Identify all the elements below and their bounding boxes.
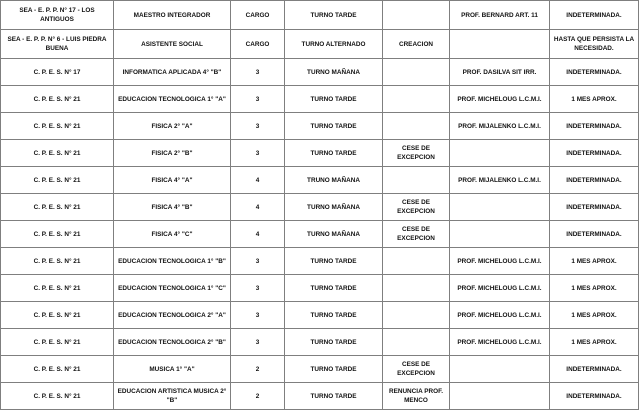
subject-cell: FISICA 2° "A" [114, 113, 231, 140]
reason-cell: CESE DE EXCEPCION [383, 140, 450, 167]
reason-cell [383, 302, 450, 329]
reason-cell: CESE DE EXCEPCION [383, 194, 450, 221]
school-cell: C. P. E. S. N° 21 [1, 275, 114, 302]
hours-cell: CARGO [231, 30, 285, 59]
duration-cell: INDETERMINADA. [550, 194, 639, 221]
shift-cell: TURNO TARDE [285, 140, 383, 167]
table-row [1, 59, 639, 86]
hours-cell: 3 [231, 275, 285, 302]
reason-cell: CESE DE EXCEPCION [383, 356, 450, 383]
duration-cell: 1 MES APROX. [550, 86, 639, 113]
teacher-cell: PROF. MICHELOUG L.C.M.I. [450, 275, 550, 302]
table-row [1, 356, 639, 383]
duration-cell: 1 MES APROX. [550, 302, 639, 329]
shift-cell: TURNO TARDE [285, 302, 383, 329]
subject-cell: FISICA 4° "B" [114, 194, 231, 221]
hours-cell: 3 [231, 329, 285, 356]
teacher-cell: PROF. MICHELOUG L.C.M.I. [450, 329, 550, 356]
teacher-cell: PROF. MIJALENKO L.C.M.I. [450, 113, 550, 140]
duration-cell: INDETERMINADA. [550, 59, 639, 86]
subject-cell: MUSICA 1° "A" [114, 356, 231, 383]
hours-cell: 4 [231, 167, 285, 194]
shift-cell: TURNO ALTERNADO [285, 30, 383, 59]
school-cell: C. P. E. S. N° 21 [1, 383, 114, 410]
reason-cell [383, 329, 450, 356]
table-row [1, 329, 639, 356]
reason-cell [383, 113, 450, 140]
hours-cell: 3 [231, 248, 285, 275]
shift-cell: TURNO MAÑANA [285, 194, 383, 221]
school-cell: C. P. E. S. N° 21 [1, 113, 114, 140]
school-cell: C. P. E. S. N° 21 [1, 140, 114, 167]
reason-cell [383, 167, 450, 194]
school-cell: C. P. E. S. N° 21 [1, 248, 114, 275]
table-row [1, 167, 639, 194]
table-row [1, 221, 639, 248]
hours-cell: 2 [231, 356, 285, 383]
subject-cell: EDUCACION ARTISTICA MUSICA 2° "B" [114, 383, 231, 410]
subject-cell: INFORMATICA APLICADA 4° "B" [114, 59, 231, 86]
teacher-cell [450, 383, 550, 410]
subject-cell: EDUCACION TECNOLOGICA 1° "B" [114, 248, 231, 275]
shift-cell: TURNO MAÑANA [285, 221, 383, 248]
table-row [1, 194, 639, 221]
table-row [1, 86, 639, 113]
hours-cell: 3 [231, 113, 285, 140]
teacher-cell: PROF. DASILVA SIT IRR. [450, 59, 550, 86]
hours-cell: 2 [231, 383, 285, 410]
hours-cell: 3 [231, 86, 285, 113]
hours-cell: 4 [231, 221, 285, 248]
subject-cell: FISICA 2° "B" [114, 140, 231, 167]
table-row [1, 275, 639, 302]
table-row [1, 248, 639, 275]
reason-cell [383, 86, 450, 113]
school-cell: C. P. E. S. N° 17 [1, 59, 114, 86]
subject-cell: FISICA 4° "A" [114, 167, 231, 194]
teacher-cell [450, 221, 550, 248]
table-row [1, 113, 639, 140]
reason-cell [383, 248, 450, 275]
duration-cell: INDETERMINADA. [550, 113, 639, 140]
reason-cell [383, 275, 450, 302]
school-cell: C. P. E. S. N° 21 [1, 167, 114, 194]
teacher-cell: PROF. MIJALENKO L.C.M.I. [450, 167, 550, 194]
teacher-cell: PROF. MICHELOUG L.C.M.I. [450, 248, 550, 275]
shift-cell: TURNO TARDE [285, 329, 383, 356]
shift-cell: TRUNO MAÑANA [285, 167, 383, 194]
school-cell: C. P. E. S. N° 21 [1, 221, 114, 248]
duration-cell: 1 MES APROX. [550, 275, 639, 302]
teacher-cell: PROF. BERNARD ART. 11 [450, 1, 550, 30]
reason-cell [383, 1, 450, 30]
school-cell: C. P. E. S. N° 21 [1, 329, 114, 356]
shift-cell: TURNO TARDE [285, 1, 383, 30]
school-cell: C. P. E. S. N° 21 [1, 356, 114, 383]
subject-cell: EDUCACION TECNOLOGICA 1° "C" [114, 275, 231, 302]
hours-cell: 3 [231, 302, 285, 329]
subject-cell: MAESTRO INTEGRADOR [114, 1, 231, 30]
hours-cell: CARGO [231, 1, 285, 30]
teacher-cell: PROF. MICHELOUG L.C.M.I. [450, 302, 550, 329]
school-cell: SEA - E. P. P. N° 6 - LUIS PIEDRA BUENA [1, 30, 114, 59]
teacher-cell [450, 194, 550, 221]
shift-cell: TURNO TARDE [285, 356, 383, 383]
reason-cell: CESE DE EXCEPCION [383, 221, 450, 248]
shift-cell: TURNO TARDE [285, 248, 383, 275]
shift-cell: TURNO TARDE [285, 383, 383, 410]
school-cell: C. P. E. S. N° 21 [1, 302, 114, 329]
school-cell: C. P. E. S. N° 21 [1, 86, 114, 113]
duration-cell: INDETERMINADA. [550, 140, 639, 167]
hours-cell: 3 [231, 59, 285, 86]
teacher-cell: PROF. MICHELOUG L.C.M.I. [450, 86, 550, 113]
hours-cell: 4 [231, 194, 285, 221]
table-row [1, 302, 639, 329]
table-row [1, 383, 639, 410]
table-row [1, 140, 639, 167]
subject-cell: ASISTENTE SOCIAL [114, 30, 231, 59]
teacher-cell [450, 140, 550, 167]
subject-cell: EDUCACION TECNOLOGICA 1° "A" [114, 86, 231, 113]
reason-cell [383, 59, 450, 86]
school-cell: C. P. E. S. N° 21 [1, 194, 114, 221]
duration-cell: HASTA QUE PERSISTA LA NECESIDAD. [550, 30, 639, 59]
duration-cell: INDETERMINADA. [550, 1, 639, 30]
subject-cell: FISICA 4° "C" [114, 221, 231, 248]
reason-cell: CREACION [383, 30, 450, 59]
duration-cell: INDETERMINADA. [550, 167, 639, 194]
shift-cell: TURNO TARDE [285, 275, 383, 302]
shift-cell: TURNO TARDE [285, 86, 383, 113]
duration-cell: INDETERMINADA. [550, 221, 639, 248]
teacher-cell [450, 356, 550, 383]
school-cell: SEA - E. P. P. N° 17 - LOS ANTIGUOS [1, 1, 114, 30]
shift-cell: TURNO MAÑANA [285, 59, 383, 86]
subject-cell: EDUCACION TECNOLOGICA 2° "B" [114, 329, 231, 356]
duration-cell: 1 MES APROX. [550, 248, 639, 275]
shift-cell: TURNO TARDE [285, 113, 383, 140]
table-row [1, 30, 639, 59]
reason-cell: RENUNCIA PROF. MENCO [383, 383, 450, 410]
teacher-cell [450, 30, 550, 59]
duration-cell: INDETERMINADA. [550, 356, 639, 383]
table-row [1, 1, 639, 30]
duration-cell: 1 MES APROX. [550, 329, 639, 356]
subject-cell: EDUCACION TECNOLOGICA 2° "A" [114, 302, 231, 329]
duration-cell: INDETERMINADA. [550, 383, 639, 410]
hours-cell: 3 [231, 140, 285, 167]
